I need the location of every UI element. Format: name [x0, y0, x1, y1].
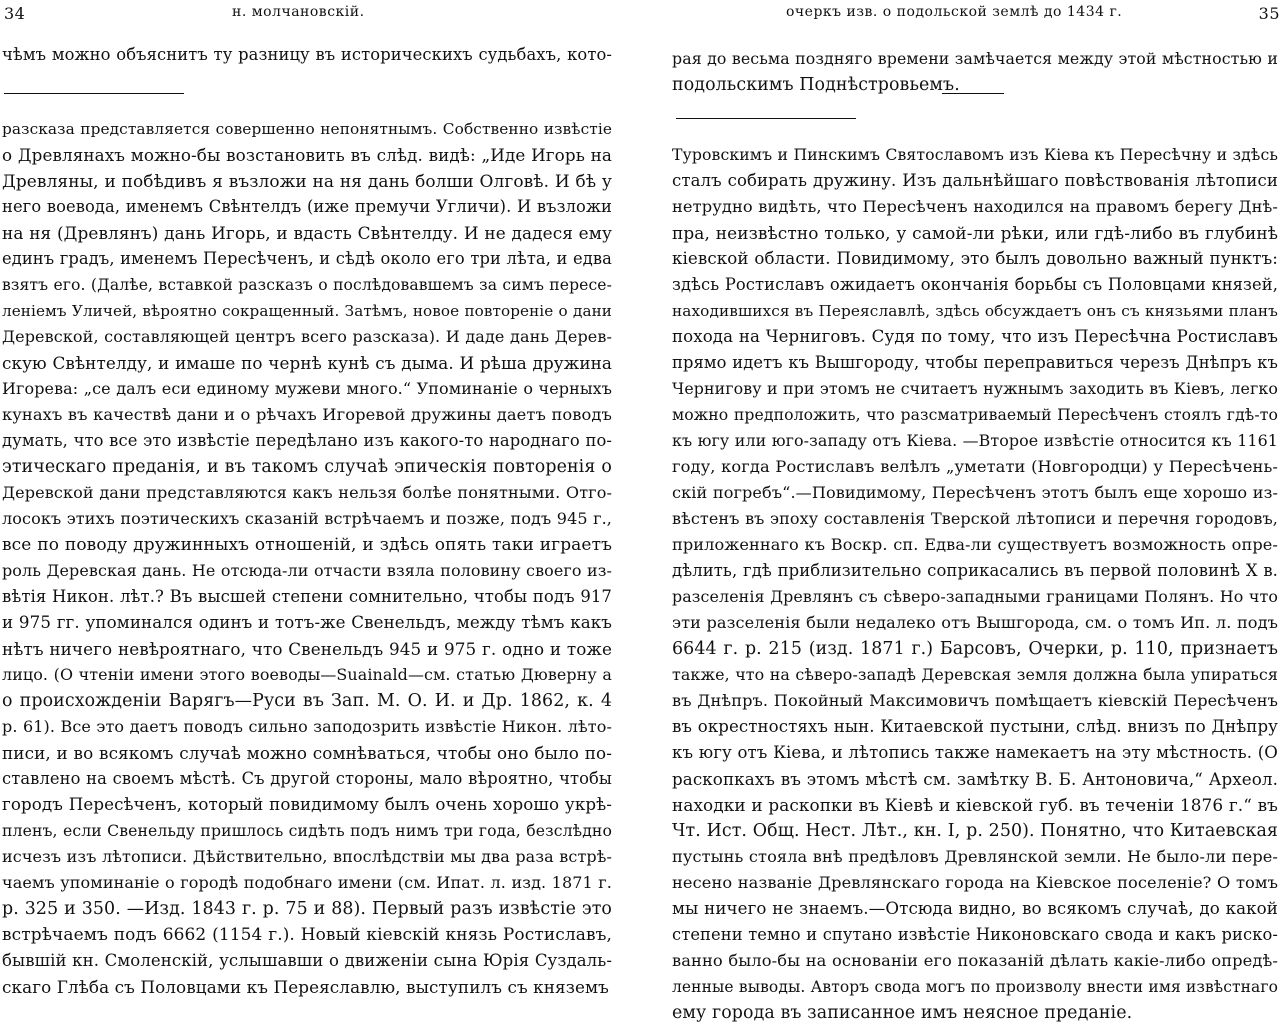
text-line: Чт. Ист. Общ. Нест. Лѣт., кн. I, р. 250). Понятно, что Китаевская: [672, 821, 1278, 841]
right-page-header: [656, 4, 1280, 26]
text-line: этическаго преданія, и въ такомъ случаѣ эпическія повторенія о: [2, 457, 612, 477]
text-line: сталъ собирать дружину. Изъ дальнѣйшаго повѣствованія лѣтописи: [672, 171, 1278, 190]
text-line: роль Деревская дань. Не отсюда-ли отчасти взяла половину своего из-: [2, 561, 612, 580]
text-line: ставлено на своемъ мѣстѣ. Съ другой стороны, мало вѣроятно, чтобы: [2, 769, 612, 788]
text-line: также, что на сѣверо-западѣ Деревская земля должна была упираться: [672, 665, 1278, 684]
text-line: пленъ, если Свенельду пришлось сидѣть подъ нимъ три года, безслѣдно: [2, 821, 612, 840]
text-line: къ югу или юго-западу отъ Кіева. —Второе извѣстіе относится къ 1161: [672, 431, 1278, 450]
text-line: единъ градъ, именемъ Пересѣченъ, и сѣдѣ около его три лѣта, и едва: [2, 249, 612, 268]
text-line: Деревской, составляющей центръ всего разсказа). И даде дань Дерев-: [2, 327, 612, 346]
text-line: ванно было-бы на основаніи его показаній дѣлать какіе-либо опредѣ-: [672, 951, 1278, 970]
text-line: 6644 г. р. 215 (изд. 1871 г.) Барсовъ, Очерки, р. 110, признаетъ: [672, 639, 1278, 659]
text-line: р. 61). Все это даетъ поводъ сильно заподозрить извѣстіе Никон. лѣто-: [2, 717, 612, 736]
text-line: него воевода, именемъ Свѣнтелдъ (иже премучи Угличи). И възложи: [2, 197, 612, 216]
text-line: лосокъ этихъ поэтическихъ сказаній встрѣчаемъ и позже, подъ 945 г.,: [2, 509, 612, 528]
text-line: о происхожденіи Варягъ—Руси въ Зап. М. О. И. и Др. 1862, к. 4: [2, 691, 612, 711]
text-line: писи, и во всякомъ случаѣ можно сомнѣваться, чтобы оно было по-: [2, 743, 612, 763]
text-line: леніемъ Уличей, вѣроятно сокращенный. Затѣмъ, новое повтореніе о дани: [2, 302, 612, 320]
text-line: въ Днѣпръ. Покойный Максимовичъ помѣщаетъ кіевскій Пересѣченъ: [672, 691, 1278, 710]
text-line: чѣмъ можно объяснитъ ту разницу въ историческихъ судьбахъ, кото-: [2, 45, 612, 64]
text-line: находки и раскопки въ Кіевѣ и кіевской губ. въ теченіи 1876 г.“ въ: [672, 795, 1278, 815]
running-head: очеркъ изв. о подольской землѣ до 1434 г.: [786, 4, 1123, 20]
text-line: бывшій кн. Смоленскій, услышавши о движеніи сына Юрія Суздаль-: [2, 951, 612, 970]
right-main-text: [672, 46, 1278, 98]
left-footnote-text: [2, 116, 612, 1000]
text-line: подольскимъ Поднѣстровьемъ.: [672, 75, 960, 95]
text-line: думать, что все это извѣстіе передѣлано изъ какого-то народнаго по-: [2, 431, 612, 450]
text-line: несено названіе Древлянскаго города на Кіевское поселеніе? О томъ: [672, 873, 1278, 892]
footnote-rule: [4, 93, 184, 94]
text-line: Туровскимъ и Пинскимъ Святославомъ изъ Кіева къ Пересѣчну и здѣсь: [672, 145, 1278, 164]
text-line: пустынь стояла внѣ предѣловъ Древлянской земли. Не было-ли пере-: [672, 847, 1278, 866]
left-page-header: [0, 4, 616, 26]
text-line: скаго Глѣба съ Половцами къ Переяславлю, выступилъ съ княземъ: [2, 977, 609, 997]
right-page: [656, 0, 1280, 1036]
text-line: прямо идетъ къ Вышгороду, чтобы переправиться черезъ Днѣпръ къ: [672, 353, 1278, 372]
right-footnote-text: [672, 142, 1278, 1026]
text-line: пра, неизвѣстно только, у самой-ли рѣки, или гдѣ-либо въ глубинѣ: [672, 223, 1278, 243]
text-line: степени темно и спутано извѣстіе Никоновскаго свода и какъ риско-: [672, 925, 1278, 944]
text-line: раскопкахъ въ этомъ мѣстѣ см. замѣтку В. Б. Антоновича,“ Археол.: [672, 769, 1278, 789]
text-line: году, когда Ростиславъ велѣлъ „уметати (Новгородци) у Пересѣчень-: [672, 457, 1278, 476]
text-line: мы ничего не знаемъ.—Отсюда видно, во всякомъ случаѣ, до какой: [672, 899, 1278, 918]
text-line: находившихся въ Переяславлѣ, здѣсь обсуждаетъ онъ съ князьями планъ: [672, 302, 1278, 320]
text-line: Чернигову и при этомъ не считаетъ нужнымъ заходить въ Кіевъ, легко: [672, 379, 1278, 398]
text-line: Деревской дани представляются какъ нельзя болѣе понятными. Отго-: [2, 483, 612, 502]
text-line: вѣстенъ въ эпоху составленія Тверской лѣтописи и перечня городовъ,: [672, 509, 1278, 528]
page-number: 34: [4, 4, 26, 23]
text-line: приложеннаго къ Воскр. сп. Едва-ли существуетъ возможность опре-: [672, 535, 1278, 554]
text-line: въ окрестностяхъ нын. Китаевской пустыни, слѣд. внизъ по Днѣпру: [672, 717, 1278, 736]
text-line: городъ Пересѣченъ, который повидимому былъ очень хорошо укрѣ-: [2, 795, 612, 814]
text-line: ему города въ записанное имъ неясное преданіе.: [672, 1003, 1133, 1023]
text-line: о Древлянахъ можно-бы возстановить въ слѣд. видѣ: „Иде Игорь на: [2, 145, 612, 165]
text-line: нетрудно видѣть, что Пересѣченъ находился на правомъ берегу Днѣ-: [672, 197, 1278, 216]
footnote-rule: [676, 118, 856, 119]
text-line: и 975 гг. упоминался одинъ и тотъ-же Свенельдъ, между тѣмъ какъ: [2, 613, 612, 632]
text-line: встрѣчаемъ подъ 6662 (1154 г.). Новый кіевскій князь Ростиславъ,: [2, 925, 612, 945]
text-line: ленные выводы. Авторъ свода могъ по произволу внести имя извѣстнаго: [672, 978, 1278, 996]
left-page: [0, 0, 616, 1036]
text-line: скую Свѣнтелду, и имаше по чернѣ кунѣ съ дыма. И рѣша дружина: [2, 353, 612, 373]
text-line: здѣсь Ростиславъ ожидаетъ окончанія борьбы съ Половцами князей,: [672, 275, 1278, 294]
text-line: кіевской области. Повидимому, это былъ довольно важный пунктъ:: [672, 249, 1278, 268]
text-line: похода на Черниговъ. Судя по тому, что изъ Пересѣчна Ростиславъ: [672, 327, 1278, 346]
text-line: взятъ его. (Далѣе, вставкой разсказъ о послѣдовавшемъ за симъ пересе-: [2, 276, 612, 294]
text-line: на ня (Древлянъ) дань Игорь, и вдасть Свѣнтелду. И не дадеся ему: [2, 223, 612, 243]
text-line: вѣтія Никон. лѣт.? Въ высшей степени сомнительно, чтобы подъ 917: [2, 587, 612, 606]
text-line: кунахъ въ качествѣ дани и о рѣчахъ Игоревой дружины даетъ поводъ: [2, 405, 612, 424]
section-end-rule: [942, 93, 1004, 94]
text-line: рая до весьма поздняго времени замѣчается между этой мѣстностью и: [672, 49, 1278, 68]
text-line: р. 325 и 350. —Изд. 1843 г. р. 75 и 88). Первый разъ извѣстіе это: [2, 899, 612, 919]
text-line: исчезъ изъ лѣтописи. Дѣйствительно, впослѣдствіи мы два раза встрѣ-: [2, 847, 612, 866]
text-line: дѣлить, гдѣ приблизительно соприкасались въ первой половинѣ X в.: [672, 561, 1278, 580]
text-line: нѣтъ ничего невѣроятнаго, что Свенельдъ 945 и 975 г. одно и тоже: [2, 639, 612, 659]
text-line: разселенія Древлянъ съ сѣверо-западными границами Полянъ. Но что: [672, 587, 1278, 606]
text-line: разсказа представляется совершенно непонятнымъ. Собственно извѣстіе: [2, 120, 612, 138]
text-line: можно предположить, что разсматриваемый Пересѣченъ стоялъ гдѣ-то: [672, 405, 1278, 424]
running-head: н. молчановскій.: [232, 4, 365, 20]
page-number: 35: [1258, 4, 1280, 23]
text-line: лицо. (О чтеніи имени этого воеводы—Suainald—см. статью Дюверну а: [2, 665, 612, 684]
text-line: эти разселенія были недалеко отъ Вышгорода, см. о томъ Ип. л. подъ: [672, 613, 1278, 632]
text-line: все по поводу дружинныхъ отношеній, и здѣсь опять таки играетъ: [2, 535, 612, 555]
text-line: къ югу отъ Кіева, и лѣтопись также намекаетъ на эту мѣстность. (О: [672, 743, 1278, 762]
left-main-text: [2, 42, 612, 68]
text-line: скій погребъ“.—Повидимому, Пересѣченъ этотъ былъ еще хорошо из-: [672, 483, 1278, 502]
text-line: Игорева: „се далъ еси единому мужеви много.“ Упоминаніе о черныхъ: [2, 379, 612, 398]
text-line: чаемъ упоминаніе о городѣ подобнаго имени (см. Ипат. л. изд. 1871 г.: [2, 873, 612, 892]
text-line: Древляны, и побѣдивъ я възложи на ня дань болши Олговѣ. И бѣ у: [2, 171, 612, 191]
